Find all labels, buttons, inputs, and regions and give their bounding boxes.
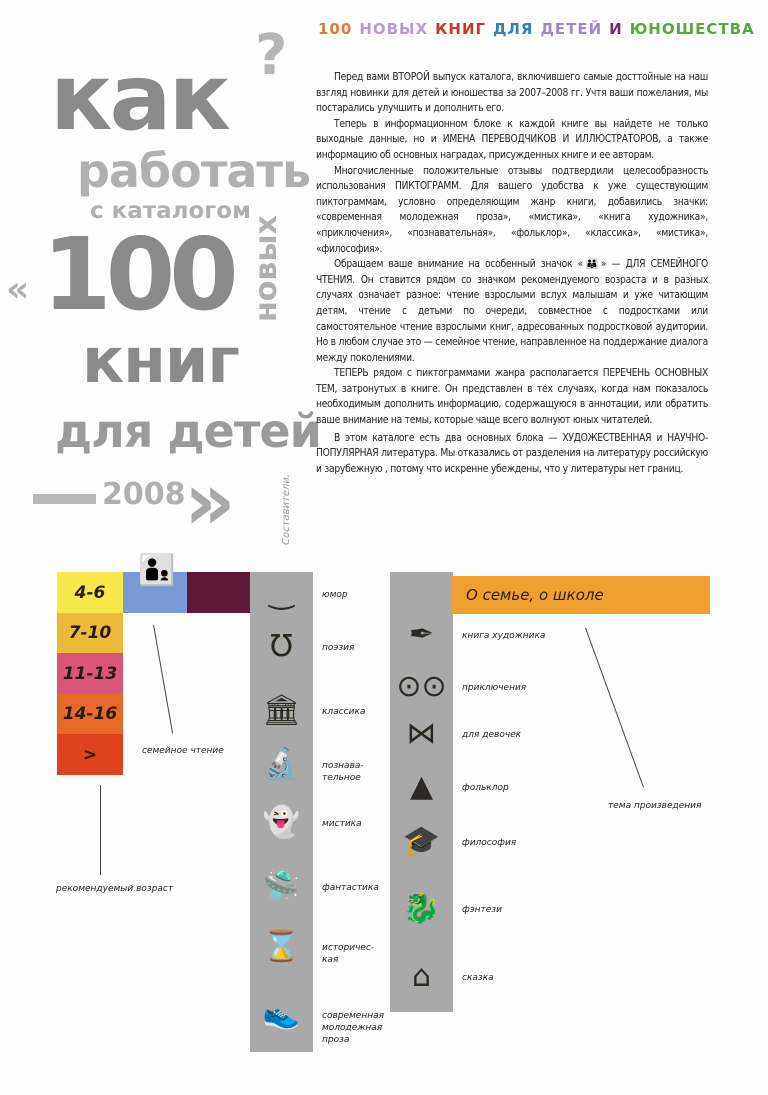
genre-label: познава- тельное — [322, 761, 364, 783]
age-block: 4-6 — [57, 572, 123, 613]
lyre-icon: Ʊ — [270, 629, 293, 664]
ghost-icon: 👻 — [262, 805, 301, 840]
griffin-icon: 🐉 — [402, 891, 441, 926]
paragraph: Перед вами ВТОРОЙ выпуск каталога, включившего самые досттойные на наш взгляд новинки для детей и юношества за 2007–2008 гг. Учтя ваши пожелания, мы постарались улучшить и дополнить его. — [316, 72, 708, 115]
genre-label: фольклор — [462, 783, 509, 793]
title-knig: книг — [82, 324, 239, 397]
graduation-cap-icon: 🎓 — [402, 824, 441, 859]
sneaker-icon: 👟 — [262, 997, 301, 1032]
title-kak: как — [50, 44, 228, 151]
book-quill-icon: ✒ — [408, 617, 435, 652]
running-header — [318, 20, 762, 38]
header-word: ДЕТЕЙ — [540, 20, 603, 38]
age-block: 14-16 — [57, 694, 123, 735]
genre-label: приключения — [462, 683, 527, 693]
theme-bar: О семье, о школе — [452, 576, 710, 614]
genre-label: поэзия — [322, 643, 355, 653]
label-recommended-age: рекомендуемый возраст — [56, 884, 174, 894]
paragraph: ТЕПЕРЬ рядом с пиктограммами жанра располагается ПЕРЕЧЕНЬ ОСНОВНЫХ ТЕМ, затронутых в книге. Он представлен в тех случаях, когда нам показалось необходимым дополнить информацию, содержащуюся в аннотации, или обратить ваше внимание на темы, которые чаще всего волнуют юных читателей. — [316, 368, 708, 427]
paragraph: Обращаем ваше внимание на особенный значок «👪» — ДЛЯ СЕМЕЙНОГО ЧТЕНИЯ. Он ставится рядом со значком рекомендуемого возраста и в разных случаях означает разное: чтение взрослыми вслух малышам и уже читающим детям, чтение с детьми по очереди, совместное с подростками или самостоятельное чтение взрослыми книг, адресованных подростковой аудитории. Но в любом случае это — семейное чтение, направленное на поддержание диалога между поколениями. — [316, 259, 708, 364]
age-block: 7-10 — [57, 613, 123, 654]
age-block: 11-13 — [57, 653, 123, 694]
pointer-theme — [585, 628, 644, 788]
ufo-icon: 🛸 — [262, 869, 301, 904]
genre-label: фантастика — [322, 883, 379, 893]
age-block: > — [57, 734, 123, 775]
title-novyh: новых — [249, 215, 284, 322]
paragraph: Теперь в информационном блоке к каждой книге вы найдете не только выходные данные, но и ИМЕНА ПЕРЕВОДЧИКОВ И ИЛЛЮСТРАТОРОВ, а также информацию об основных наградах, присужденных книге и ее авторам. — [316, 118, 708, 161]
genre-label: историчес- кая — [322, 943, 375, 965]
pointer-age — [100, 785, 101, 875]
title-dash — [33, 494, 96, 504]
title-quote-open: « — [6, 269, 30, 310]
genre-label: сказка — [462, 973, 494, 983]
pointer-family — [153, 625, 173, 734]
genre-label: современная молодежная проза — [322, 1011, 385, 1045]
smile-icon: ‿ — [269, 576, 294, 611]
header-word: 100 — [318, 20, 353, 38]
title-year: 2008 — [102, 477, 186, 512]
paragraph: Многочисленные положительные отзывы подтвердили целесообразность использования ПИКТОГРАММ. Для вашего удобства к уже существующим пиктограммам, условно определяющим жанр книги, добавились значки: «современная молодежная проза», «мистика», «книга художника», «приключения», «познавательная», «фольклор», «классика», «мистика», «философия». — [316, 165, 708, 255]
compilers-signature: Составители. — [281, 474, 292, 545]
genre-label: мистика — [322, 819, 362, 829]
header-word: КНИГ — [435, 20, 487, 38]
genre-label: для девочек — [462, 730, 522, 740]
header-word: ДЛЯ — [493, 20, 534, 38]
purple-block — [187, 572, 250, 613]
hourglass-icon: ⌛ — [262, 929, 301, 964]
paragraph: В этом каталоге есть два основных блока — ХУДОЖЕСТВЕННАЯ и НАУЧНО-ПОПУЛЯРНАЯ литература. Мы отказались от разделения на литературу российскую и зарубежную , потому что искренне убеждены, что у литературы нет границ. — [316, 432, 708, 475]
title-dlya-detey: для детей — [55, 404, 321, 458]
microscope-icon: 🔬 — [262, 747, 301, 782]
hut-icon: ⌂ — [411, 959, 432, 994]
genre-label: книга художника — [462, 631, 546, 641]
title-100: 100 — [42, 216, 233, 333]
genre-label: юмор — [322, 590, 348, 600]
genre-label: классика — [322, 707, 366, 717]
genre-label: философия — [462, 838, 517, 848]
intro-text — [316, 70, 708, 477]
bow-icon: ⋈ — [406, 716, 437, 751]
label-family-reading: семейное чтение — [142, 746, 224, 756]
title-s-katalogom: с каталогом — [90, 198, 251, 224]
balalaika-icon: ▲ — [409, 769, 434, 804]
label-theme: тема произведения — [608, 801, 702, 811]
column-icon: 🏛 — [262, 693, 301, 728]
title-quote-close: » — [184, 455, 228, 548]
binoculars-icon: ⊙⊙ — [396, 669, 447, 704]
genre-label: фэнтези — [462, 905, 502, 915]
header-word: ЮНОШЕСТВА — [629, 20, 755, 38]
header-word: НОВЫХ — [359, 20, 429, 38]
title-question: ? — [255, 23, 288, 88]
title-rabotat: работать — [77, 144, 311, 198]
family-reading-icon: 🧑‍🧒 — [138, 553, 176, 588]
header-word: И — [609, 20, 623, 38]
